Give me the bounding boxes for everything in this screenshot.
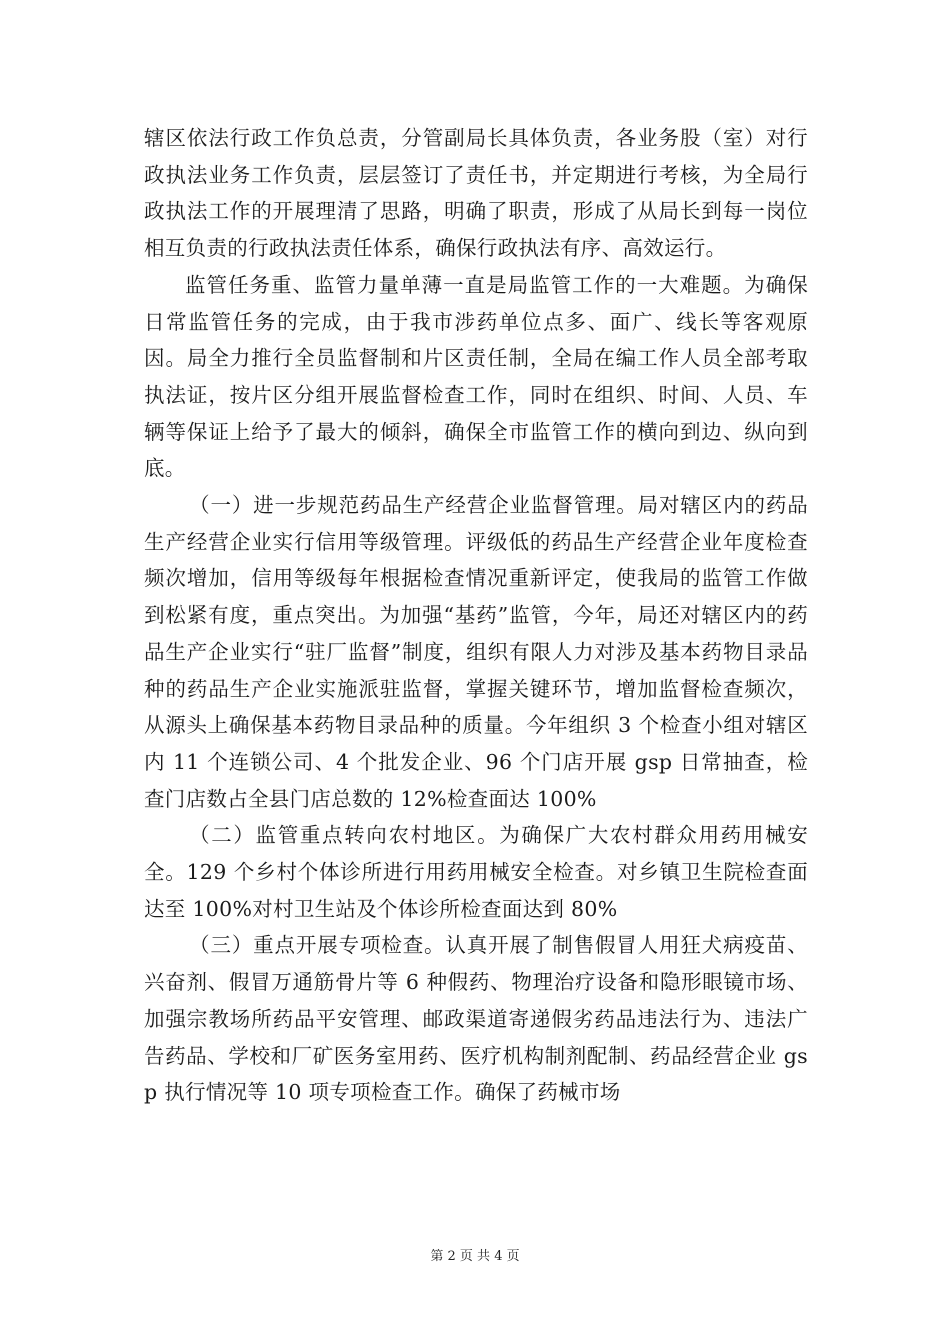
document-body [144,120,808,1111]
paragraph-section-3-special-inspection: （三）重点开展专项检查。认真开展了制售假冒人用狂犬病疫苗、兴奋剂、假冒万通筋骨片等 6 种假药、物理治疗设备和隐形眼镜市场、加强宗教场所药品平安管理、邮政渠道寄递假劣药品违法行为、违法广告药品、学校和厂矿医务室用药、医疗机构制剂配制、药品经营企业 gsp 执行情况等 10 项专项检查工作。确保了药械市场 [144,933,808,1105]
paragraph-section-1-enterprise-supervision: （一）进一步规范药品生产经营企业监督管理。局对辖区内的药品生产经营企业实行信用等级管理。评级低的药品生产经营企业年度检查频次增加，信用等级每年根据检查情况重新评定，使我局的监管工作做到松紧有度，重点突出。为加强“基药”监管，今年，局还对辖区内的药品生产企业实行“驻厂监督”制度，组织有限人力对涉及基本药物目录品种的药品生产企业实施派驻监督，掌握关键环节，增加监督检查频次，从源头上确保基本药物目录品种的质量。今年组织 3 个检查小组对辖区内 11 个连锁公司、4 个批发企业、96 个门店开展 gsp 日常抽查，检查门店数占全县门店总数的 12%检查面达 100% [144,493,808,811]
paragraph-responsibility-system: 辖区依法行政工作负总责，分管副局长具体负责，各业务股（室）对行政执法业务工作负责，层层签订了责任书，并定期进行考核，为全局行政执法工作的开展理清了思路，明确了职责，形成了从局长到每一岗位相互负责的行政执法责任体系，确保行政执法有序、高效运行。 [144,126,808,261]
paragraph-section-2-rural-supervision: （二）监管重点转向农村地区。为确保广大农村群众用药用械安全。129 个乡村个体诊所进行用药用械安全检查。对乡镇卫生院检查面达至 100%对村卫生站及个体诊所检查面达到 80% [144,823,808,921]
page-number-footer [0,1248,950,1266]
page-number-text: 第 2 页 共 4 页 [430,1249,520,1264]
paragraph-supervision-force: 监管任务重、监管力量单薄一直是局监管工作的一大难题。为确保日常监管任务的完成，由于我市涉药单位点多、面广、线长等客观原因。局全力推行全员监督制和片区责任制，全局在编工作人员全部考取执法证，按片区分组开展监督检查工作，同时在组织、时间、人员、车辆等保证上给予了最大的倾斜，确保全市监管工作的横向到边、纵向到底。 [144,272,808,481]
